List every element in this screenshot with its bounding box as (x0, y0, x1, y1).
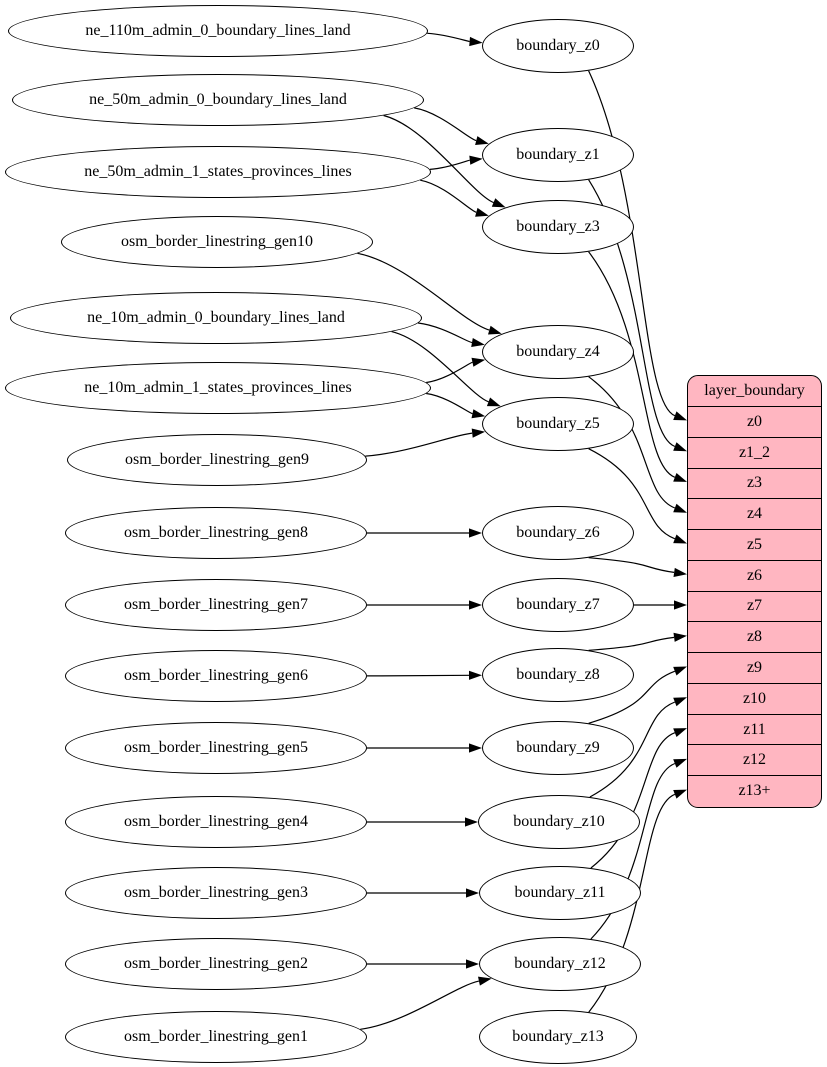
source-node-osm_border_linestring_gen2 (65, 938, 367, 990)
edge-osm_border_linestring_gen7-to-boundary_z7 (367, 600, 482, 609)
transform-node-boundary_z10 (478, 795, 640, 849)
transform-node-boundary_z1 (482, 128, 634, 182)
transform-node-boundary_z6 (482, 506, 634, 560)
edge-osm_border_linestring_gen9-to-boundary_z5 (365, 429, 485, 457)
edge-osm_border_linestring_gen6-to-boundary_z8 (367, 671, 482, 680)
edge-osm_border_linestring_gen5-to-boundary_z9 (367, 743, 482, 752)
source-node-osm_border_linestring_gen9 (67, 434, 367, 486)
source-node-label: ne_110m_admin_0_boundary_lines_land (85, 22, 351, 39)
source-node-osm_border_linestring_gen4 (65, 796, 367, 848)
transform-node-label: boundary_z11 (514, 884, 606, 901)
source-node-label: ne_50m_admin_0_boundary_lines_land (89, 91, 347, 108)
source-node-ne_10m_admin_1_states_provinces_lines (5, 362, 431, 414)
source-node-label: ne_50m_admin_1_states_provinces_lines (84, 163, 352, 180)
source-node-osm_border_linestring_gen7 (65, 579, 367, 631)
transform-node-label: boundary_z9 (516, 739, 600, 756)
source-node-label: osm_border_linestring_gen3 (124, 884, 308, 901)
transform-node-boundary_z11 (479, 866, 641, 920)
transform-node-label: boundary_z4 (516, 343, 600, 360)
source-node-label: osm_border_linestring_gen7 (124, 596, 308, 613)
table-row-z3: z3 (688, 468, 821, 499)
transform-node-label: boundary_z5 (516, 415, 600, 432)
table-row-z10: z10 (688, 683, 821, 714)
transform-node-label: boundary_z7 (516, 596, 600, 613)
source-node-ne_110m_admin_0_boundary_lines_land (8, 5, 428, 57)
source-node-osm_border_linestring_gen3 (65, 867, 367, 919)
table-row-z12: z12 (688, 744, 821, 775)
transform-node-label: boundary_z1 (516, 146, 600, 163)
source-node-osm_border_linestring_gen10 (61, 216, 373, 268)
source-node-label: ne_10m_admin_0_boundary_lines_land (87, 309, 345, 326)
source-node-label: osm_border_linestring_gen6 (124, 667, 308, 684)
transform-node-label: boundary_z8 (516, 666, 600, 683)
table-row-z1_2: z1_2 (688, 437, 821, 468)
transform-node-label: boundary_z12 (514, 955, 606, 972)
table-row-z5: z5 (688, 529, 821, 560)
transform-node-label: boundary_z10 (513, 813, 605, 830)
edge-osm_border_linestring_gen3-to-boundary_z11 (367, 888, 479, 897)
edge-ne_50m_admin_1_states_provinces_lines-to-boundary_z3 (420, 180, 489, 217)
source-node-label: osm_border_linestring_gen10 (121, 233, 313, 250)
transform-node-boundary_z9 (482, 721, 634, 775)
transform-node-boundary_z8 (482, 648, 634, 702)
edge-ne_110m_admin_0_boundary_lines_land-to-boundary_z0 (427, 33, 482, 46)
source-node-osm_border_linestring_gen5 (65, 722, 367, 774)
transform-node-label: boundary_z0 (516, 37, 600, 54)
source-node-ne_10m_admin_0_boundary_lines_land (10, 292, 422, 344)
edge-osm_border_linestring_gen1-to-boundary_z12 (360, 977, 491, 1030)
transform-node-label: boundary_z3 (516, 218, 600, 235)
source-node-label: osm_border_linestring_gen9 (125, 451, 309, 468)
edge-ne_10m_admin_1_states_provinces_lines-to-boundary_z4 (426, 358, 485, 383)
source-node-ne_50m_admin_0_boundary_lines_land (12, 74, 424, 126)
transform-node-boundary_z13 (479, 1010, 637, 1064)
transform-node-label: boundary_z6 (516, 524, 600, 541)
edge-ne_10m_admin_1_states_provinces_lines-to-boundary_z5 (426, 394, 485, 419)
transform-node-boundary_z4 (482, 325, 634, 379)
edge-osm_border_linestring_gen8-to-boundary_z6 (367, 528, 482, 537)
table-row-z7: z7 (688, 591, 821, 622)
source-node-label: osm_border_linestring_gen5 (124, 739, 308, 756)
edge-osm_border_linestring_gen4-to-boundary_z10 (367, 817, 478, 826)
table-header: layer_boundary (704, 382, 805, 399)
table-row-z0: z0 (688, 406, 821, 437)
source-node-label: osm_border_linestring_gen4 (124, 813, 308, 830)
source-node-osm_border_linestring_gen6 (65, 650, 367, 702)
table-row-z13plus: z13+ (688, 775, 821, 806)
source-node-label: osm_border_linestring_gen8 (124, 524, 308, 541)
edge-boundary_z7-to-row-z7 (634, 600, 687, 609)
transform-node-boundary_z0 (482, 19, 634, 73)
source-node-label: ne_10m_admin_1_states_provinces_lines (84, 379, 352, 396)
transform-node-boundary_z3 (482, 200, 634, 254)
edge-boundary_z8-to-row-z8 (589, 633, 687, 651)
transform-node-label: boundary_z13 (512, 1028, 604, 1045)
table-row-z11: z11 (688, 714, 821, 745)
edge-osm_border_linestring_gen2-to-boundary_z12 (367, 959, 479, 968)
table-row-z6: z6 (688, 560, 821, 591)
edge-ne_10m_admin_0_boundary_lines_land-to-boundary_z4 (418, 323, 485, 347)
table-row-z8: z8 (688, 621, 821, 652)
edge-boundary_z6-to-row-z6 (589, 558, 687, 577)
source-node-osm_border_linestring_gen1 (65, 1011, 367, 1063)
transform-node-boundary_z5 (482, 397, 634, 451)
transform-node-boundary_z7 (482, 578, 634, 632)
source-node-label: osm_border_linestring_gen1 (124, 1028, 308, 1045)
transform-node-boundary_z12 (479, 937, 641, 991)
table-row-z4: z4 (688, 498, 821, 529)
source-node-label: osm_border_linestring_gen2 (124, 955, 308, 972)
layer-table (687, 375, 822, 808)
edge-ne_50m_admin_1_states_provinces_lines-to-boundary_z1 (430, 156, 483, 170)
table-row-z9: z9 (688, 652, 821, 683)
source-node-ne_50m_admin_1_states_provinces_lines (5, 146, 431, 198)
source-node-osm_border_linestring_gen8 (65, 507, 367, 559)
edge-ne_50m_admin_0_boundary_lines_land-to-boundary_z1 (414, 108, 489, 145)
